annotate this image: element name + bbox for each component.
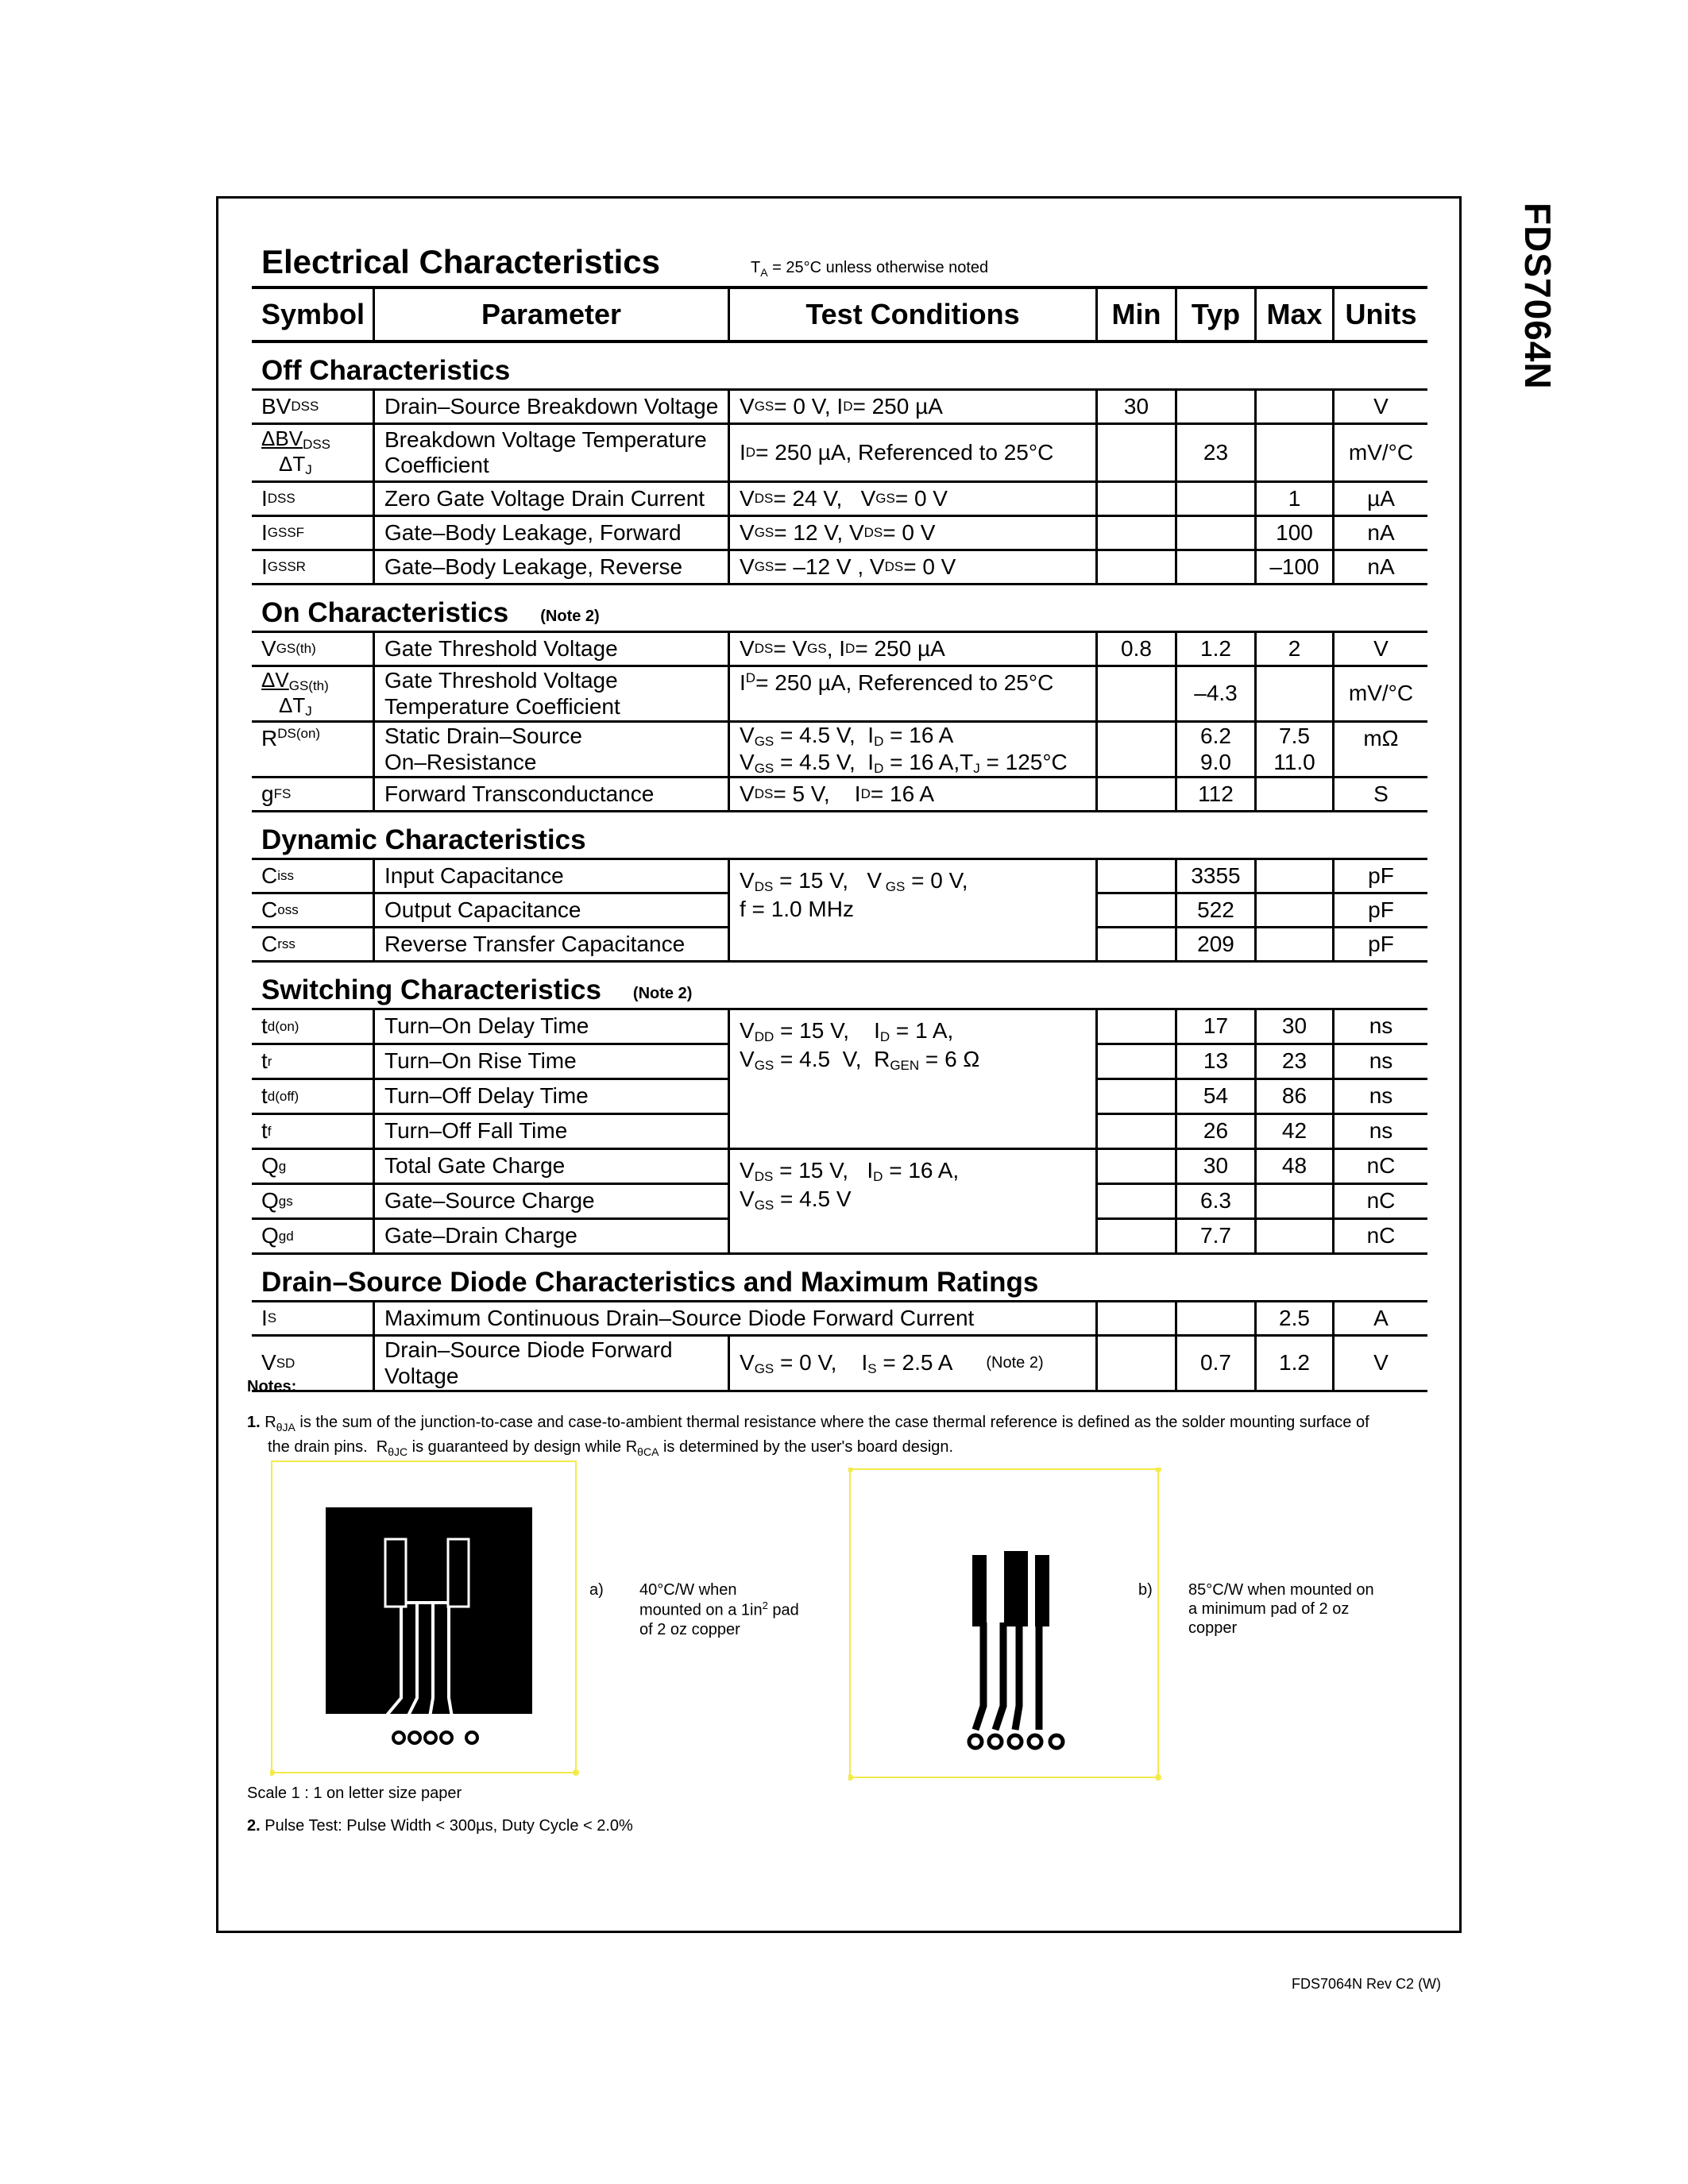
table-row — [252, 517, 1427, 551]
part-number-vertical: FDS7064N — [1517, 203, 1559, 390]
parameter: Drain–Source Breakdown Voltage — [373, 391, 728, 423]
conditions: $V_{DS} = 15$ V, V $_{GS}$ = 0 V, f = 1.0 MHz — [728, 860, 1095, 963]
table-row — [252, 551, 1427, 585]
symbol: C iss — [261, 862, 295, 888]
conditions: I D = 250 µA, Referenced to 25°C — [728, 667, 1095, 720]
symbol: t r — [261, 1048, 272, 1074]
caption-a: 40°C/W when mounted on a $1in^2$ pad of 2 oz copper — [639, 1581, 799, 1638]
symbol: Q gs — [261, 1188, 293, 1214]
table-row — [252, 1220, 728, 1255]
max — [1254, 1185, 1332, 1217]
table-row — [252, 1010, 728, 1045]
min — [1095, 928, 1175, 960]
typ: 6.3 — [1175, 1185, 1254, 1217]
symbol: I GSSF — [261, 519, 305, 545]
unit: V — [1332, 391, 1427, 423]
table-row — [252, 1302, 1427, 1337]
min — [1095, 1185, 1175, 1217]
max: 1 — [1254, 483, 1332, 515]
max — [1254, 778, 1332, 810]
symbol: I GSSR — [261, 554, 306, 579]
unit: S — [1332, 778, 1427, 810]
section-switching: Switching Characteristics (Note 2) — [252, 963, 1427, 1010]
caption-a-label: a) — [589, 1581, 604, 1599]
table-row — [1095, 1010, 1427, 1045]
typ: 54 — [1175, 1080, 1254, 1113]
gate-charge-group — [252, 1150, 1427, 1255]
parameter: Reverse Transfer Capacitance — [373, 928, 728, 960]
symbol: Q gd — [261, 1223, 294, 1248]
table-row — [1095, 1045, 1427, 1080]
typ: –4.3 — [1175, 667, 1254, 720]
parameter: Drain–Source Diode Forward Voltage — [373, 1337, 728, 1390]
max — [1254, 894, 1332, 926]
unit: V — [1332, 1337, 1427, 1390]
typ — [1175, 551, 1254, 583]
conditions: V DS = 5 V, I D = 16 A — [728, 778, 1095, 810]
unit: nA — [1332, 517, 1427, 549]
unit: mΩ — [1332, 723, 1427, 776]
conditions: V DS = V GS , I D = 250 µA — [728, 633, 1095, 665]
unit: V — [1332, 633, 1427, 665]
table-row — [1095, 860, 1427, 894]
header-max: Max — [1254, 289, 1332, 340]
typ: 112 — [1175, 778, 1254, 810]
parameter: Zero Gate Voltage Drain Current — [373, 483, 728, 515]
min: 0.8 — [1095, 633, 1175, 665]
table-row — [1095, 894, 1427, 928]
symbol: t d(off) — [261, 1083, 299, 1109]
parameter: Forward Transconductance — [373, 778, 728, 810]
typ: 3355 — [1175, 860, 1254, 892]
header-conditions: Test Conditions — [728, 289, 1095, 340]
min — [1095, 1302, 1175, 1334]
notes-label: Notes: — [247, 1378, 297, 1395]
symbol: $\Delta V_{GS(th)}$ $\Delta T_J$ — [261, 667, 329, 719]
max: 42 — [1254, 1115, 1332, 1148]
typ: 209 — [1175, 928, 1254, 960]
typ — [1175, 1302, 1254, 1334]
parameter: Gate Threshold Voltage — [373, 633, 728, 665]
table-row — [1095, 1185, 1427, 1220]
electrical-characteristics-table — [252, 286, 1427, 1392]
max — [1254, 391, 1332, 423]
unit: µA — [1332, 483, 1427, 515]
parameter: Static Drain–Source On–Resistance — [373, 723, 728, 776]
min — [1095, 1010, 1175, 1043]
note-1: 1. $R_{\theta JA}$ is the sum of the junction-to-case and case-to-ambient thermal resistance where the case thermal reference is defined as the solder mounting surface of — [247, 1414, 1369, 1433]
footer-revision: FDS7064N Rev C2 (W) — [1292, 1976, 1442, 1992]
conditions: V GS = 12 V, V DS = 0 V — [728, 517, 1095, 549]
symbol: R $^{DS(on)}$ — [261, 726, 321, 751]
max: 2 — [1254, 633, 1332, 665]
parameter: Turn–Off Fall Time — [373, 1115, 728, 1148]
conditions: $V_{DS} = 15$ V, $I_D = 16$ A, $V_{GS} = 4.5$ V — [728, 1150, 1095, 1255]
symbol: Q g — [261, 1153, 287, 1179]
conditions: V GS = 0 V, I D = 250 µA — [728, 391, 1095, 423]
symbol: $\Delta BV_{DSS}$ $\Delta T_J$ — [261, 426, 331, 477]
typ: 23 — [1175, 425, 1254, 480]
table-header — [252, 286, 1427, 343]
conditions: V GS = –12 V , V DS = 0 V — [728, 551, 1095, 583]
header-typ: Typ — [1175, 289, 1254, 340]
caption-b: 85°C/W when mounted on a minimum pad of 2 oz copper — [1188, 1581, 1374, 1637]
max — [1254, 928, 1332, 960]
parameter: Turn–On Rise Time — [373, 1045, 728, 1078]
table-row — [1095, 1080, 1427, 1115]
parameter: Turn–Off Delay Time — [373, 1080, 728, 1113]
parameter: Output Capacitance — [373, 894, 728, 926]
min — [1095, 894, 1175, 926]
typ — [1175, 391, 1254, 423]
table-row — [252, 1150, 728, 1185]
table-row — [252, 667, 1427, 723]
table-row — [252, 778, 1427, 812]
table-row — [252, 633, 1427, 667]
min — [1095, 551, 1175, 583]
symbol: V SD — [261, 1350, 295, 1376]
symbol: I S — [261, 1305, 277, 1330]
section-dynamic: Dynamic Characteristics — [252, 812, 1427, 860]
unit: mV/°C — [1332, 425, 1427, 480]
table-row — [1095, 1220, 1427, 1255]
max: 86 — [1254, 1080, 1332, 1113]
unit: pF — [1332, 928, 1427, 960]
min — [1095, 1337, 1175, 1390]
table-row — [252, 391, 1427, 425]
typ: 13 — [1175, 1045, 1254, 1078]
typ: 7.7 — [1175, 1220, 1254, 1252]
parameter: Turn–On Delay Time — [373, 1010, 728, 1043]
table-row — [252, 894, 728, 928]
table-row — [252, 1337, 1427, 1392]
unit: ns — [1332, 1010, 1427, 1043]
unit: nC — [1332, 1150, 1427, 1183]
unit: nC — [1332, 1185, 1427, 1217]
table-row — [252, 1185, 728, 1220]
header-units: Units — [1332, 289, 1427, 340]
max — [1254, 667, 1332, 720]
typ — [1175, 483, 1254, 515]
max: 7.5 11.0 — [1254, 723, 1332, 776]
table-row — [1095, 928, 1427, 963]
max: 2.5 — [1254, 1302, 1332, 1334]
max: 1.2 — [1254, 1337, 1332, 1390]
symbol: BV DSS — [261, 393, 319, 419]
pcb-footprint-minimum-pad — [848, 1468, 1162, 1781]
table-row — [252, 1080, 728, 1115]
section-off: Off Characteristics — [252, 343, 1427, 391]
table-row — [1095, 1115, 1427, 1150]
unit: nA — [1332, 551, 1427, 583]
min — [1095, 1115, 1175, 1148]
conditions: $V_{DD} = 15$ V, $I_D = 1$ A, $V_{GS} = 4.5$ V, $R_{GEN} = 6$ Ω — [728, 1010, 1095, 1150]
max — [1254, 1220, 1332, 1252]
min — [1095, 483, 1175, 515]
parameter: Gate Threshold Voltage Temperature Coefficient — [373, 667, 728, 720]
min — [1095, 860, 1175, 892]
header-min: Min — [1095, 289, 1175, 340]
min — [1095, 667, 1175, 720]
unit: ns — [1332, 1115, 1427, 1148]
typ: 26 — [1175, 1115, 1254, 1148]
temperature-note: $T_A = 25^\circ C$ unless otherwise noted — [751, 259, 989, 279]
typ — [1175, 517, 1254, 549]
min — [1095, 1045, 1175, 1078]
min — [1095, 723, 1175, 776]
max: 100 — [1254, 517, 1332, 549]
max — [1254, 425, 1332, 480]
table-row — [252, 425, 1427, 483]
parameter: Gate–Body Leakage, Forward — [373, 517, 728, 549]
parameter: Gate–Body Leakage, Reverse — [373, 551, 728, 583]
symbol: C rss — [261, 931, 295, 956]
symbol: t d(on) — [261, 1013, 299, 1039]
typ: 1.2 — [1175, 633, 1254, 665]
unit: A — [1332, 1302, 1427, 1334]
conditions: I D = 250 µA, Referenced to 25°C — [728, 425, 1095, 480]
parameter: Input Capacitance — [373, 860, 728, 892]
unit: pF — [1332, 894, 1427, 926]
table-row — [252, 1045, 728, 1080]
scale-note: Scale 1 : 1 on letter size paper — [247, 1785, 462, 1802]
unit: ns — [1332, 1045, 1427, 1078]
dynamic-group — [252, 860, 1427, 963]
max: 48 — [1254, 1150, 1332, 1183]
max — [1254, 860, 1332, 892]
conditions: V DS = 24 V, V GS = 0 V — [728, 483, 1095, 515]
page-title: Electrical Characteristics — [261, 243, 660, 280]
table-row — [252, 860, 728, 894]
max: 30 — [1254, 1010, 1332, 1043]
symbol: V GS(th) — [261, 635, 316, 661]
parameter: Maximum Continuous Drain–Source Diode Forward Current — [373, 1302, 1095, 1334]
symbol: C oss — [261, 897, 299, 922]
max: 23 — [1254, 1045, 1332, 1078]
parameter: Breakdown Voltage Temperature Coefficient — [373, 425, 728, 480]
typ: 30 — [1175, 1150, 1254, 1183]
conditions: $V_{GS} = 0$ V, $I_S = 2.5$ A (Note 2) — [728, 1337, 1095, 1390]
min — [1095, 1150, 1175, 1183]
pcb-footprint-large-pad — [270, 1460, 580, 1777]
max: –100 — [1254, 551, 1332, 583]
caption-b-label: b) — [1138, 1581, 1153, 1599]
header-parameter: Parameter — [373, 289, 728, 340]
parameter: Total Gate Charge — [373, 1150, 728, 1183]
table-row — [252, 1115, 728, 1150]
table-row — [252, 928, 728, 963]
symbol: t f — [261, 1118, 272, 1144]
section-on: On Characteristics (Note 2) — [252, 585, 1427, 633]
min: 30 — [1095, 391, 1175, 423]
min — [1095, 425, 1175, 480]
unit: nC — [1332, 1220, 1427, 1252]
parameter: Gate–Source Charge — [373, 1185, 728, 1217]
conditions: $V_{GS} = 4.5$ V, $I_D = 16$ A $V_{GS} = 4.5$ V, $I_D = 16$ $A,T_J = 125^\circ C$ — [728, 723, 1095, 776]
unit: ns — [1332, 1080, 1427, 1113]
typ: 522 — [1175, 894, 1254, 926]
header-symbol: Symbol — [261, 298, 365, 331]
note-1-continued: the drain pins. $R_{\theta JC}$ is guaranteed by design while $R_{\theta CA}$ is determined by the user's board design. — [268, 1438, 954, 1458]
symbol: g FS — [261, 781, 292, 806]
min — [1095, 1220, 1175, 1252]
note-2: 2. Pulse Test: Pulse Width < 300µs, Duty Cycle < 2.0% — [247, 1817, 633, 1835]
typ: 0.7 — [1175, 1337, 1254, 1390]
unit: mV/°C — [1332, 667, 1427, 720]
table-row — [1095, 1150, 1427, 1185]
min — [1095, 778, 1175, 810]
min — [1095, 1080, 1175, 1113]
typ: 6.2 9.0 — [1175, 723, 1254, 776]
unit: pF — [1332, 860, 1427, 892]
section-diode: Drain–Source Diode Characteristics and Maximum Ratings — [252, 1255, 1427, 1302]
typ: 17 — [1175, 1010, 1254, 1043]
table-row — [252, 483, 1427, 517]
min — [1095, 517, 1175, 549]
symbol: I DSS — [261, 485, 295, 511]
switching-group — [252, 1010, 1427, 1150]
parameter: Gate–Drain Charge — [373, 1220, 728, 1252]
table-row — [252, 723, 1427, 778]
